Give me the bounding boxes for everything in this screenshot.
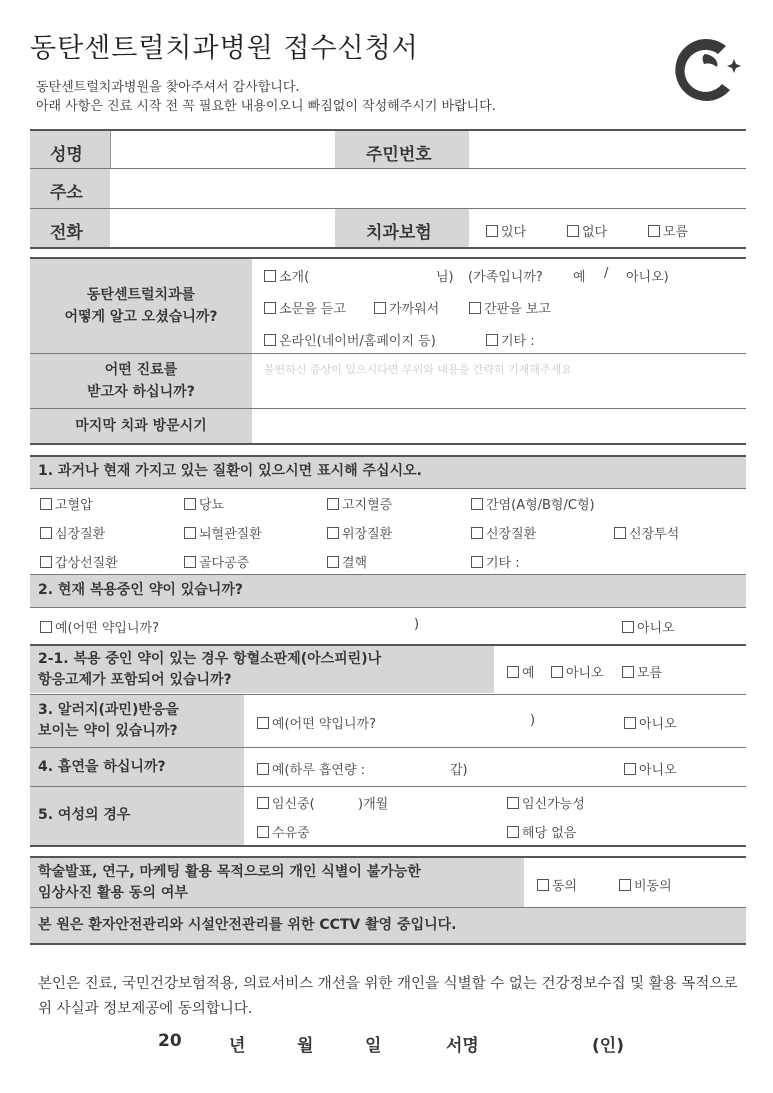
rrn-input[interactable] bbox=[471, 132, 745, 167]
checkbox-icon bbox=[469, 302, 481, 314]
sign-month-label: 월 bbox=[297, 1036, 314, 1056]
q2-text: 2. 현재 복용중인 약이 있습니까? bbox=[38, 582, 243, 598]
name-label: 성명 bbox=[50, 145, 83, 165]
last-visit-input[interactable] bbox=[254, 410, 745, 442]
checkbox-icon bbox=[184, 498, 196, 510]
q1-text: 1. 과거나 현재 가지고 있는 질환이 있으시면 표시해 주십시오. bbox=[38, 463, 422, 479]
photo-consent-agree[interactable]: 동의 bbox=[537, 875, 577, 894]
checkbox-icon bbox=[264, 270, 276, 282]
family-yes[interactable]: 예 bbox=[573, 270, 586, 285]
checkbox-icon bbox=[327, 556, 339, 568]
checkbox-icon bbox=[567, 225, 579, 237]
q1-other[interactable]: 기타 : bbox=[471, 552, 520, 571]
sign-day-label: 일 bbox=[365, 1036, 382, 1056]
insurance-no[interactable]: 없다 bbox=[567, 221, 607, 240]
checkbox-icon bbox=[264, 334, 276, 346]
q3-no[interactable]: 아니오 bbox=[624, 713, 677, 732]
referral-near[interactable]: 가까워서 bbox=[374, 298, 439, 317]
q21-no[interactable]: 아니오 bbox=[551, 662, 604, 681]
cctv-notice: 본 원은 환자안전관리와 시설안전관리를 위한 CCTV 촬영 중입니다. bbox=[38, 917, 457, 933]
form-title: 동탄센트럴치과병원 접수신청서 bbox=[30, 33, 419, 64]
q1-gastric[interactable]: 위장질환 bbox=[327, 523, 392, 542]
referral-other[interactable]: 기타 : bbox=[486, 330, 535, 349]
q1-hepatitis[interactable]: 간염(A형/B형/C형) bbox=[471, 494, 595, 513]
q1-thyroid[interactable]: 갑상선질환 bbox=[40, 552, 118, 571]
checkbox-icon bbox=[624, 763, 636, 775]
address-input[interactable] bbox=[112, 170, 745, 207]
checkbox-icon bbox=[624, 717, 636, 729]
sign-label: 서명 bbox=[446, 1036, 479, 1056]
treatment-input[interactable] bbox=[254, 355, 745, 407]
checkbox-icon bbox=[327, 498, 339, 510]
q5-text: 5. 여성의 경우 bbox=[38, 807, 131, 823]
checkbox-icon bbox=[471, 556, 483, 568]
checkbox-icon bbox=[374, 302, 386, 314]
q3-yes-close: ) bbox=[530, 713, 536, 728]
checkbox-icon bbox=[184, 556, 196, 568]
name-input[interactable] bbox=[112, 132, 334, 167]
q2-yes-close: ) bbox=[414, 617, 420, 632]
checkbox-icon bbox=[486, 225, 498, 237]
checkbox-icon bbox=[507, 797, 519, 809]
insurance-yes[interactable]: 있다 bbox=[486, 221, 526, 240]
checkbox-icon bbox=[648, 225, 660, 237]
q5-none[interactable]: 해당 없음 bbox=[507, 822, 576, 841]
checkbox-icon bbox=[257, 797, 269, 809]
q3-yes[interactable]: 예(어떤 약입니까? bbox=[257, 713, 376, 732]
intro-line-1: 동탄센트럴치과병원을 찾아주셔서 감사합니다. bbox=[36, 80, 300, 95]
checkbox-icon bbox=[471, 498, 483, 510]
q4-unit: 갑) bbox=[450, 763, 468, 778]
checkbox-icon bbox=[537, 879, 549, 891]
q5-months: )개월 bbox=[358, 797, 389, 812]
checkbox-icon bbox=[622, 621, 634, 633]
checkbox-icon bbox=[257, 717, 269, 729]
rrn-label: 주민번호 bbox=[366, 145, 432, 165]
q5-pregnant[interactable]: 임신중( bbox=[257, 793, 315, 812]
q5-nursing[interactable]: 수유중 bbox=[257, 822, 310, 841]
checkbox-icon bbox=[40, 527, 52, 539]
q1-dialysis[interactable]: 신장투석 bbox=[614, 523, 679, 542]
photo-consent-text: 학술발표, 연구, 마케팅 활용 목적으로의 개인 식별이 불가능한 임상사진 활용 동의 여부 bbox=[38, 864, 421, 901]
checkbox-icon bbox=[614, 527, 626, 539]
q21-text: 2-1. 복용 중인 약이 있는 경우 항혈소판제(아스피린)나 항응고제가 포함되어 있습니까? bbox=[38, 651, 382, 688]
checkbox-icon bbox=[471, 527, 483, 539]
referral-online[interactable]: 온라인(네이버/홈페이지 등) bbox=[264, 330, 436, 349]
q1-cerebrovascular[interactable]: 뇌혈관질환 bbox=[184, 523, 262, 542]
q1-hyperlipidemia[interactable]: 고지혈증 bbox=[327, 494, 392, 513]
q5-possible[interactable]: 임신가능성 bbox=[507, 793, 585, 812]
checkbox-icon bbox=[257, 826, 269, 838]
referral-label: 동탄센트럴치과를 어떻게 알고 오셨습니까? bbox=[64, 287, 218, 325]
q1-diabetes[interactable]: 당뇨 bbox=[184, 494, 224, 513]
phone-input[interactable] bbox=[112, 210, 334, 246]
q4-no[interactable]: 아니오 bbox=[624, 759, 677, 778]
checkbox-icon bbox=[257, 763, 269, 775]
q4-text: 4. 흡연을 하십니까? bbox=[38, 759, 166, 775]
q4-yes[interactable]: 예(하루 흡연량 : bbox=[257, 759, 365, 778]
photo-consent-disagree[interactable]: 비동의 bbox=[619, 875, 672, 894]
insurance-label: 치과보험 bbox=[366, 223, 432, 243]
q1-tuberculosis[interactable]: 결핵 bbox=[327, 552, 367, 571]
family-question: (가족입니까? bbox=[468, 270, 543, 285]
intro-text bbox=[36, 78, 496, 116]
treatment-label: 어떤 진료를 받고자 하십니까? bbox=[87, 362, 195, 400]
referral-sign[interactable]: 간판을 보고 bbox=[469, 298, 551, 317]
checkbox-icon bbox=[40, 621, 52, 633]
checkbox-icon bbox=[264, 302, 276, 314]
q3-text: 3. 알러지(과민)반응을 보이는 약이 있습니까? bbox=[38, 702, 179, 739]
phone-label: 전화 bbox=[50, 223, 83, 243]
family-slash: / bbox=[604, 266, 609, 281]
consent-declaration: 본인은 진료, 국민건강보험적용, 의료서비스 개선을 위한 개인을 식별할 수 없는 건강정보수집 및 활용 목적으로 위 사실과 정보제공에 동의합니다. bbox=[38, 976, 738, 1017]
checkbox-icon bbox=[327, 527, 339, 539]
checkbox-icon bbox=[40, 498, 52, 510]
q2-no[interactable]: 아니오 bbox=[622, 617, 675, 636]
insurance-unknown[interactable]: 모름 bbox=[648, 221, 688, 240]
referral-intro-option[interactable]: 소개( bbox=[264, 266, 309, 285]
sign-year-label: 년 bbox=[229, 1036, 246, 1056]
q1-hypertension[interactable]: 고혈압 bbox=[40, 494, 93, 513]
q1-kidney[interactable]: 신장질환 bbox=[471, 523, 536, 542]
checkbox-icon bbox=[622, 666, 634, 678]
hospital-logo-icon bbox=[664, 28, 746, 110]
address-label: 주소 bbox=[50, 183, 83, 203]
checkbox-icon bbox=[507, 666, 519, 678]
last-visit-label: 마지막 치과 방문시기 bbox=[75, 418, 207, 434]
referral-intro-close: 님) bbox=[436, 270, 454, 285]
checkbox-icon bbox=[619, 879, 631, 891]
family-no[interactable]: 아니오) bbox=[626, 270, 669, 285]
q1-osteoporosis[interactable]: 골다공증 bbox=[184, 552, 249, 571]
q1-heart[interactable]: 심장질환 bbox=[40, 523, 105, 542]
checkbox-icon bbox=[507, 826, 519, 838]
checkbox-icon bbox=[486, 334, 498, 346]
q21-yes[interactable]: 예 bbox=[507, 662, 535, 681]
q21-unknown[interactable]: 모름 bbox=[622, 662, 662, 681]
referral-rumor[interactable]: 소문을 듣고 bbox=[264, 298, 346, 317]
sign-year-prefix: 20 bbox=[158, 1031, 182, 1051]
treatment-hint: 불편하신 증상이 있으시다면 부위와 내용을 간략히 기재해주세요 bbox=[264, 363, 572, 376]
signature-field[interactable] bbox=[500, 1025, 588, 1055]
seal-label: (인) bbox=[592, 1036, 624, 1056]
checkbox-icon bbox=[551, 666, 563, 678]
q2-yes[interactable]: 예(어떤 약입니까? bbox=[40, 617, 159, 636]
checkbox-icon bbox=[40, 556, 52, 568]
checkbox-icon bbox=[184, 527, 196, 539]
intro-line-2: 아래 사항은 진료 시작 전 꼭 필요한 내용이오니 빠짐없이 작성해주시기 바랍니다. bbox=[36, 99, 496, 114]
